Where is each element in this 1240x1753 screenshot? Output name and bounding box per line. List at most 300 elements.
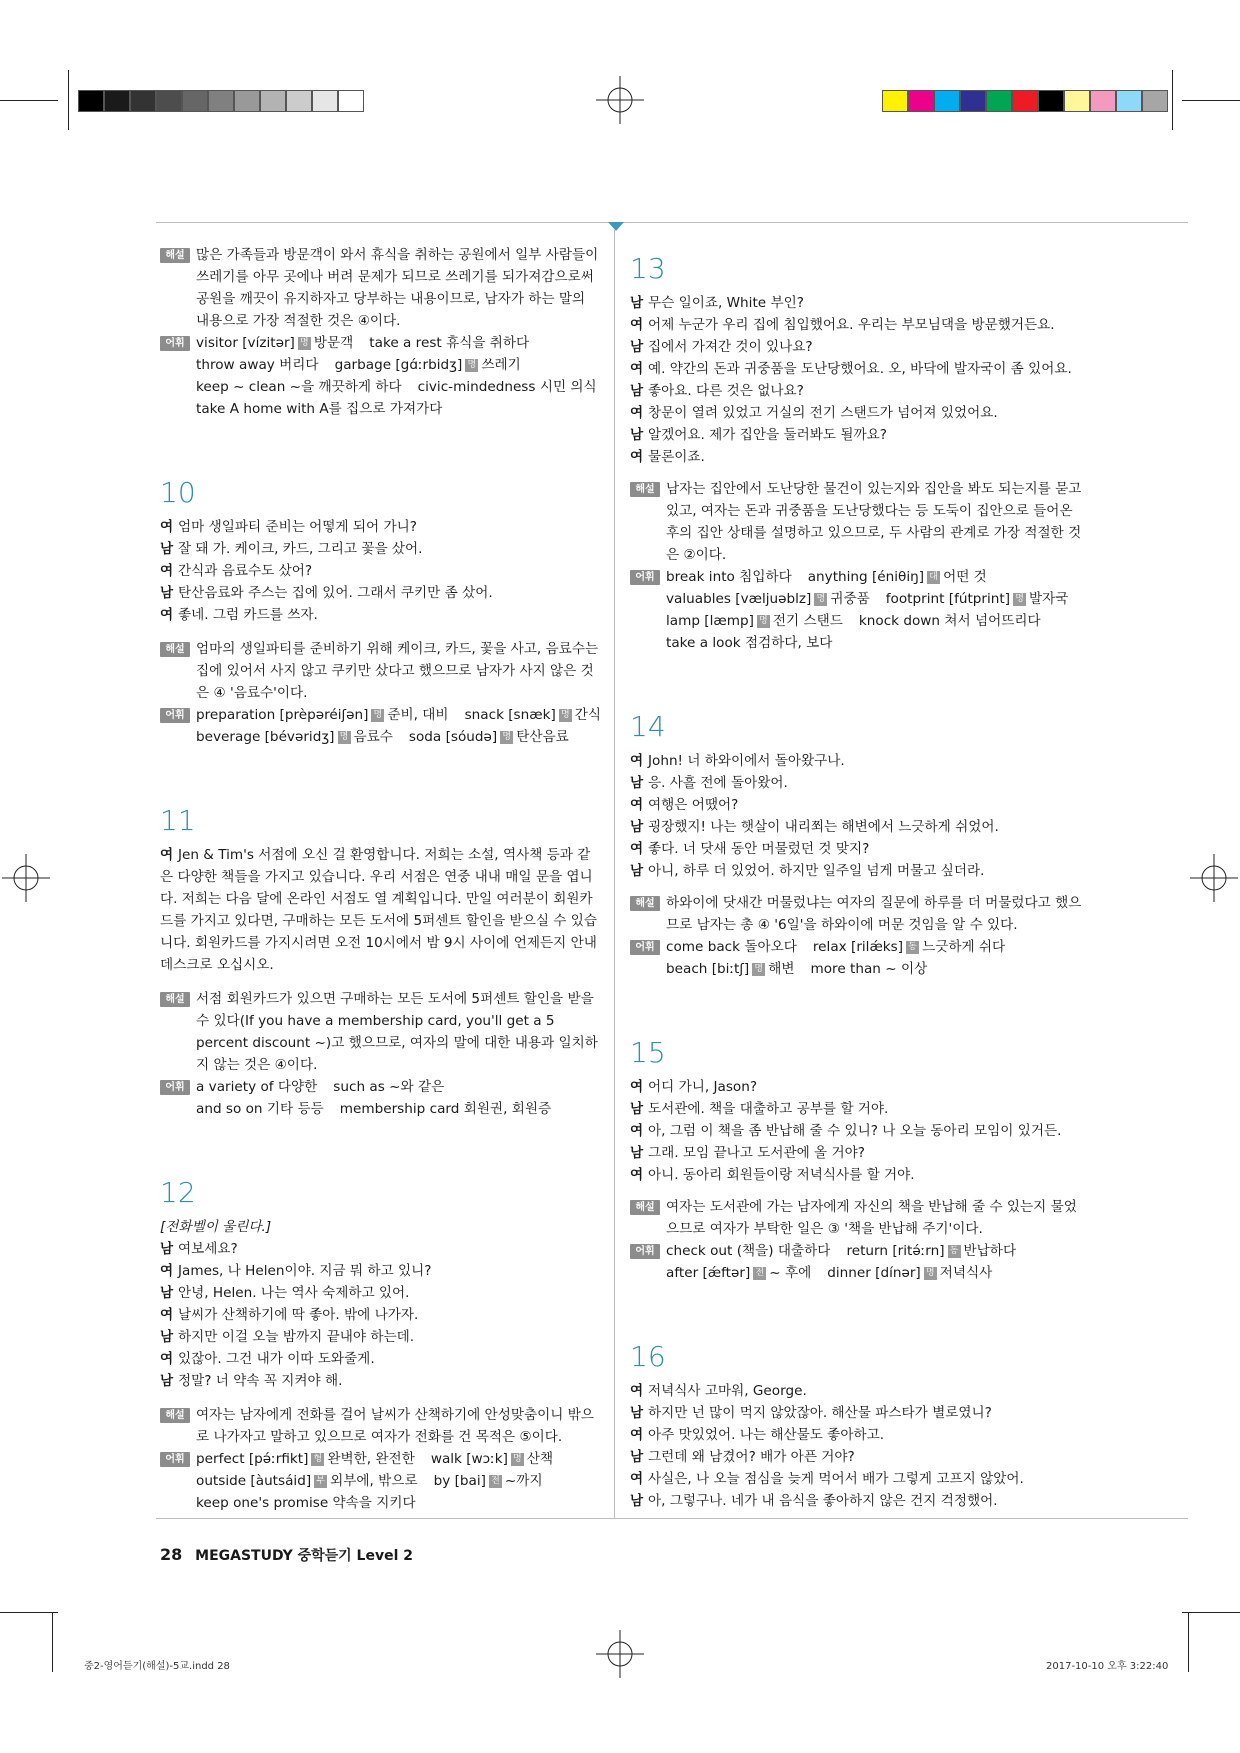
vocab-item (196, 1448, 415, 1470)
vocab-term: take a look (666, 635, 741, 651)
vocab-tag: 어휘 (160, 336, 190, 351)
line-text: 안녕, Helen. 나는 역사 숙제하고 있어. (178, 1285, 410, 1301)
line-text: 아, 그럼 이 책을 좀 반납해 줄 수 있니? 나 오늘 동아리 모임이 있거든. (648, 1123, 1062, 1139)
speaker-label: 남 (630, 339, 644, 355)
vocab-meaning: 다양한 (277, 1079, 318, 1095)
speaker-label: 여 (160, 1307, 174, 1323)
explanation-tag: 해설 (630, 1200, 660, 1215)
vocab-row (196, 376, 600, 398)
question-11 (160, 804, 600, 1120)
line-text: 창문이 열려 있었고 거실의 전기 스탠드가 넘어져 있었어요. (648, 405, 998, 421)
line-text: Jen & Tim's 서점에 오신 걸 환영합니다. 저희는 소설, 역사책 등과 같은 다양한 책들을 가지고 있습니다. 우리 서점은 연중 내내 매일 문을 엽니다. 저희는 다음 달에 온라인 서점도 열 계획입니다. 만일 여러분이 회원카드를 가지고 있다면, 구매하는 모든 도서에 5퍼센트 할인을 받으실 수 있습니다. 회원카드를 가지시려면 오전 10시에서 밤 9시 사이에 언제든지 안내데스크로 오십시오. (160, 847, 597, 973)
dialogue-line (160, 1282, 600, 1304)
line-text: 어제 누군가 우리 집에 침입했어요. 우리는 부모님댁을 방문했거든요. (648, 317, 1055, 333)
vocab-term: visitor [vízitər] (196, 335, 295, 351)
dialogue-line (630, 794, 1082, 816)
color-swatch (986, 90, 1012, 112)
part-of-speech-badge: 동 (906, 941, 919, 954)
dialogue (160, 1238, 600, 1392)
vocab-tag: 어휘 (160, 1452, 190, 1467)
vocab-meaning: 외부에, 밖으로 (330, 1473, 418, 1489)
dialogue-line (630, 402, 1082, 424)
vocab-item (369, 332, 529, 354)
vocab-meaning: 귀중품 (830, 591, 870, 607)
vocab-meaning: 침입하다 (739, 569, 792, 585)
speaker-label: 남 (630, 383, 644, 399)
vocab-row (666, 588, 1082, 610)
crop-mark-bl-v (52, 1612, 53, 1672)
vocab-term: keep one's promise (196, 1495, 329, 1511)
color-swatch (934, 90, 960, 112)
speaker-label: 여 (630, 449, 644, 465)
vocab-block (630, 1240, 1082, 1284)
line-text: 날씨가 산책하기에 딱 좋아. 밖에 나가자. (178, 1307, 419, 1323)
vocab-meaning: 쓰레기 (481, 357, 521, 373)
question-10 (160, 476, 600, 748)
vocab-item (465, 704, 602, 726)
part-of-speech-badge: 명 (1013, 593, 1026, 606)
speaker-label: 여 (630, 841, 644, 857)
vocab-item (808, 566, 987, 588)
vocab-term: membership card (339, 1101, 460, 1117)
question-9-continued (160, 244, 600, 420)
question-15 (630, 1036, 1082, 1284)
line-text: 아니. 동아리 회원들이랑 저녁식사를 할 거야. (648, 1167, 915, 1183)
dialogue-line (160, 560, 600, 582)
crop-mark-bl-h (0, 1612, 58, 1613)
stage-direction: [전화벨이 울린다.] (160, 1219, 272, 1235)
question-number: 11 (160, 804, 196, 837)
page-footer (160, 1545, 413, 1565)
part-of-speech-badge: 명 (338, 731, 351, 744)
vocab-tag: 어휘 (630, 570, 660, 585)
vocab-item (666, 1262, 811, 1284)
line-text: 아주 맛있었어. 나는 해산물도 좋아하고. (648, 1427, 885, 1443)
crop-mark-tr-v (1172, 70, 1173, 130)
vocab-item (827, 1262, 992, 1284)
question-12 (160, 1176, 600, 1514)
vocab-term: beach [biːtʃ] (666, 961, 750, 977)
vocab-term: valuables [væljuəblz] (666, 591, 812, 607)
vocab-row (666, 632, 1082, 654)
line-text: 아니, 하루 더 있었어. 하지만 일주일 넘게 머물고 싶더라. (648, 863, 985, 879)
explanation-text: 하와이에 닷새간 머물렀냐는 여자의 질문에 하루를 더 머물렀다고 했으므로 남자는 총 ④ '6일'을 하와이에 머문 것임을 알 수 있다. (666, 895, 1082, 933)
vocab-term: take A home with A를 (196, 401, 342, 417)
vocab-term: dinner [dínər] (827, 1265, 921, 1281)
dialogue-line (630, 336, 1082, 358)
color-swatch (1142, 90, 1168, 112)
dialogue-line (630, 1490, 1082, 1512)
vocab-meaning: ~ 후에 (769, 1265, 812, 1281)
vocab-item (335, 354, 521, 376)
question-number: 15 (630, 1036, 666, 1069)
dialogue-line (630, 314, 1082, 336)
dialogue-line (160, 1326, 600, 1348)
vocab-term: by [bai] (433, 1473, 486, 1489)
vocab-meaning: 점검하다, 보다 (745, 635, 833, 651)
vocab-tag: 어휘 (630, 940, 660, 955)
part-of-speech-badge: 명 (814, 593, 827, 606)
vocab-row (666, 566, 1082, 588)
vocab-meaning: 탄산음료 (516, 729, 569, 745)
color-swatch (1012, 90, 1038, 112)
color-swatch (182, 90, 208, 112)
registration-mark-top (596, 76, 644, 124)
speaker-label: 남 (160, 1241, 174, 1257)
vocab-item (886, 588, 1069, 610)
vocab-row (666, 610, 1082, 632)
line-text: 잘 돼 가. 케이크, 카드, 그리고 꽃을 샀어. (178, 541, 423, 557)
line-text: 응. 사흘 전에 돌아왔어. (648, 775, 788, 791)
vocab-block (160, 1076, 600, 1120)
vocab-meaning: 버리다 (279, 357, 319, 373)
line-text: John! 너 하와이에서 돌아왔구나. (648, 753, 845, 769)
vocab-term: keep ~ clean (196, 379, 286, 395)
line-text: 그래. 모임 끝나고 도서관에 올 거야? (648, 1145, 865, 1161)
speaker-label: 남 (160, 1285, 174, 1301)
dialogue-line (160, 582, 600, 604)
speaker-label: 남 (630, 1405, 644, 1421)
dialogue-line (630, 1120, 1082, 1142)
vocab-meaning: 전기 스탠드 (772, 613, 843, 629)
vocab-term: a variety of (196, 1079, 274, 1095)
line-text: 있잖아. 그건 내가 이따 도와줄게. (178, 1351, 375, 1367)
part-of-speech-badge: 명 (559, 709, 572, 722)
line-text: 아, 그렇구나. 네가 내 음식을 좋아하지 않은 건지 걱정했어. (648, 1493, 998, 1509)
dialogue-line (630, 838, 1082, 860)
dialogue (630, 1380, 1082, 1512)
vocab-meaning: 어떤 것 (943, 569, 987, 585)
dialogue-line (630, 1402, 1082, 1424)
left-column (160, 244, 600, 1514)
line-text: 엄마 생일파티 준비는 어떻게 되어 가니? (178, 519, 417, 535)
registration-mark-right (1190, 854, 1238, 902)
speaker-label: 남 (630, 1493, 644, 1509)
vocab-block (160, 332, 600, 420)
speaker-label: 여 (630, 1383, 644, 1399)
vocab-row (666, 936, 1082, 958)
vocab-row (196, 1448, 600, 1470)
dialogue-line (630, 1468, 1082, 1490)
part-of-speech-badge: 명 (465, 359, 478, 372)
color-swatch (908, 90, 934, 112)
line-text: 하지만 넌 많이 먹지 않았잖아. 해산물 파스타가 별로였니? (648, 1405, 992, 1421)
vocab-item (333, 1076, 444, 1098)
vocab-block (160, 1448, 600, 1514)
part-of-speech-badge: 전 (753, 1267, 766, 1280)
vocab-item (196, 354, 319, 376)
line-text: 알겠어요. 제가 집안을 둘러봐도 될까요? (648, 427, 887, 443)
dialogue-line (630, 446, 1082, 468)
speaker-label: 남 (630, 427, 644, 443)
speaker-label: 남 (630, 863, 644, 879)
dialogue-line (160, 516, 600, 538)
color-swatch (208, 90, 234, 112)
dialogue-line (160, 1260, 600, 1282)
dialogue-line (630, 1142, 1082, 1164)
line-text: 도서관에. 책을 대출하고 공부를 할 거야. (648, 1101, 889, 1117)
dialogue-line (160, 844, 600, 976)
color-swatch (338, 90, 364, 112)
vocab-item (431, 1448, 553, 1470)
part-of-speech-badge: 형 (311, 1453, 324, 1466)
color-swatch (130, 90, 156, 112)
speaker-label: 여 (630, 1427, 644, 1443)
vocab-meaning: 반납하다 (963, 1243, 1017, 1259)
bottom-rule (156, 1518, 1188, 1519)
vocab-block (630, 936, 1082, 980)
speaker-label: 여 (630, 797, 644, 813)
vocab-block (160, 704, 600, 748)
speaker-label: 여 (160, 1351, 174, 1367)
vocab-term: outside [àutsáid] (196, 1473, 312, 1489)
line-text: James, 나 Helen이야. 지금 뭐 하고 있니? (178, 1263, 432, 1279)
vocab-meaning: (책을) 대출하다 (736, 1243, 831, 1259)
dialogue-line (160, 538, 600, 560)
registration-mark-left (2, 854, 50, 902)
vocab-term: garbage [gɑ́ːrbidʒ] (334, 357, 463, 373)
explanation-tag: 해설 (160, 248, 190, 263)
speaker-label: 여 (160, 847, 174, 863)
speaker-label: 여 (630, 1079, 644, 1095)
dialogue-line (630, 1076, 1082, 1098)
speaker-label: 여 (160, 519, 174, 535)
dialogue-line (630, 1098, 1082, 1120)
speaker-label: 남 (630, 819, 644, 835)
line-text: 좋네. 그럼 카드를 쓰자. (178, 607, 318, 623)
monologue (160, 844, 600, 976)
speaker-label: 여 (630, 1471, 644, 1487)
vocab-meaning: 느긋하게 쉬다 (922, 939, 1006, 955)
speaker-label: 남 (160, 541, 174, 557)
question-number: 14 (630, 710, 666, 743)
question-number: 10 (160, 476, 196, 509)
dialogue (630, 1076, 1082, 1186)
speaker-label: 여 (160, 607, 174, 623)
line-text: 어디 가니, Jason? (648, 1079, 758, 1095)
vocab-tag: 어휘 (160, 1080, 190, 1095)
vocab-row (666, 1262, 1082, 1284)
speaker-label: 남 (630, 295, 644, 311)
vocab-meaning: 기타 등등 (266, 1101, 324, 1117)
vocab-item (196, 1098, 324, 1120)
explanation-block (630, 1196, 1082, 1240)
part-of-speech-badge: 동 (948, 1245, 961, 1258)
color-swatch (260, 90, 286, 112)
dialogue-line (630, 1446, 1082, 1468)
explanation-text: 여자는 남자에게 전화를 걸어 날씨가 산책하기에 안성맞춤이니 밖으로 나가자고 말하고 있으므로 여자가 전화를 건 목적은 ⑤이다. (196, 1407, 594, 1445)
dialogue-line (630, 424, 1082, 446)
vocab-meaning: 준비, 대비 (387, 707, 449, 723)
speaker-label: 여 (630, 1167, 644, 1183)
dialogue-line (630, 380, 1082, 402)
vocab-row (196, 704, 600, 726)
line-text: 탄산음료와 주스는 집에 있어. 그래서 쿠키만 좀 샀어. (178, 585, 493, 601)
color-swatch (960, 90, 986, 112)
speaker-label: 여 (160, 563, 174, 579)
vocab-term: perfect [pə́ːrfikt] (196, 1451, 309, 1467)
vocab-term: break into (666, 569, 735, 585)
crop-mark-tl-h (0, 100, 58, 101)
part-of-speech-badge: 명 (752, 963, 765, 976)
top-rule (156, 222, 1188, 223)
vocab-meaning: 휴식을 취하다 (446, 335, 530, 351)
explanation-tag: 해설 (160, 992, 190, 1007)
vocab-meaning: ~ 이상 (885, 961, 928, 977)
vocab-meaning: 저녁식사 (939, 1265, 993, 1281)
dialogue (160, 516, 600, 626)
line-text: 무슨 일이죠, White 부인? (648, 295, 804, 311)
color-swatch (234, 90, 260, 112)
vocab-item (196, 726, 393, 748)
part-of-speech-badge: 명 (371, 709, 384, 722)
explanation-tag: 해설 (630, 482, 660, 497)
vocab-meaning: 간식 (574, 707, 602, 723)
vocab-meaning: ~와 같은 (389, 1079, 445, 1095)
color-swatch (882, 90, 908, 112)
vocab-term: return [ritə́ːrn] (846, 1243, 945, 1259)
part-of-speech-badge: 명 (924, 1267, 937, 1280)
explanation-text: 남자는 집안에서 도난당한 물건이 있는지와 집안을 봐도 되는지를 묻고 있고, 여자는 돈과 귀중품을 도난당했다는 등 도둑이 집안으로 들어온 후의 집안 상태를 설명하고 있으므로, 두 사람의 관계로 가장 적절한 것은 ②이다. (666, 481, 1082, 563)
speaker-label: 남 (160, 585, 174, 601)
vocab-meaning: 시민 의식 (539, 379, 597, 395)
speaker-label: 남 (630, 1449, 644, 1465)
file-slug: 중2-영어듣기(해설)-5교.indd 28 (84, 1661, 230, 1672)
part-of-speech-badge: 명 (500, 731, 513, 744)
dialogue-line (630, 816, 1082, 838)
line-text: 좋아요. 다른 것은 없나요? (648, 383, 804, 399)
right-column (630, 252, 1082, 1512)
vocab-item (196, 376, 402, 398)
explanation-text: 여자는 도서관에 가는 남자에게 자신의 책을 반납해 줄 수 있는지 물었으므로 여자가 부탁한 일은 ③ '책을 반납해 주기'이다. (666, 1199, 1077, 1237)
vocab-meaning: 돌아오다 (744, 939, 797, 955)
line-text: 간식과 음료수도 샀어? (178, 563, 313, 579)
crop-mark-br-v (1188, 1612, 1189, 1672)
vocab-term: throw away (196, 357, 275, 373)
vocab-meaning: 집으로 가져가다 (346, 401, 443, 417)
vocab-tag: 어휘 (160, 708, 190, 723)
vocab-item (196, 704, 449, 726)
vocab-meaning: 방문객 (313, 335, 354, 351)
vocab-row (196, 354, 600, 376)
vocab-term: soda [sóudə] (408, 729, 498, 745)
vocab-meaning: 산책 (526, 1451, 554, 1467)
dialogue-line (630, 1424, 1082, 1446)
vocab-meaning: ~까지 (504, 1473, 543, 1489)
vocab-item (434, 1470, 543, 1492)
color-swatch (312, 90, 338, 112)
vocab-term: check out (666, 1243, 733, 1259)
dialogue-line (630, 772, 1082, 794)
speaker-label: 남 (630, 1101, 644, 1117)
vocab-row (196, 1076, 600, 1098)
question-13 (630, 252, 1082, 654)
vocab-term: civic-mindedness (417, 379, 536, 395)
speaker-label: 남 (630, 1145, 644, 1161)
vocab-term: such as (333, 1079, 385, 1095)
vocab-term: footprint [fútprint] (885, 591, 1011, 607)
color-swatch (1064, 90, 1090, 112)
vocab-term: walk [wɔːk] (430, 1451, 508, 1467)
line-text: 여행은 어땠어? (648, 797, 739, 813)
color-swatch (78, 90, 104, 112)
vocab-item (666, 958, 795, 980)
vocab-item (340, 1098, 551, 1120)
explanation-tag: 해설 (160, 1408, 190, 1423)
speaker-label: 남 (160, 1373, 174, 1389)
explanation-block (160, 988, 600, 1076)
vocab-term: knock down (858, 613, 941, 629)
vocab-term: take a rest (369, 335, 442, 351)
vocab-row (196, 1470, 600, 1492)
speaker-label: 여 (630, 405, 644, 421)
registration-mark-bottom (596, 1630, 644, 1678)
dialogue-line (630, 750, 1082, 772)
question-14 (630, 710, 1082, 980)
explanation-tag: 해설 (160, 642, 190, 657)
part-of-speech-badge: 대 (927, 571, 940, 584)
vocab-item (666, 588, 870, 610)
speaker-label: 남 (160, 1329, 174, 1345)
speaker-label: 여 (630, 317, 644, 333)
line-text: 물론이죠. (648, 449, 705, 465)
vocab-item (196, 332, 353, 354)
line-text: 하지만 이걸 오늘 밤까지 끝내야 하는데. (178, 1329, 415, 1345)
line-text: 예. 약간의 돈과 귀중품을 도난당했어요. 오, 바닥에 발자국이 좀 있어요. (648, 361, 1072, 377)
dialogue-line (630, 292, 1082, 314)
vocab-term: preparation [prèpəréiʃən] (196, 707, 369, 723)
vocab-term: lamp [læmp] (666, 613, 754, 629)
line-text: 집에서 가져간 것이 있나요? (648, 339, 813, 355)
vocab-row (196, 1492, 600, 1514)
line-text: 정말? 너 약속 꼭 지켜야 해. (178, 1373, 343, 1389)
vocab-row (196, 398, 600, 420)
vocab-row (196, 332, 600, 354)
vocab-meaning: 완벽한, 완전한 (327, 1451, 415, 1467)
dialogue (630, 750, 1082, 882)
dialogue-line (160, 1370, 600, 1392)
explanation-text: 엄마의 생일파티를 준비하기 위해 케이크, 카드, 꽃을 사고, 음료수는 집에 있어서 사지 않고 쿠키만 샀다고 했으므로 남자가 사지 않은 것은 ④ '음료수'이다. (196, 641, 599, 701)
part-of-speech-badge: 명 (298, 337, 311, 350)
vocab-meaning: ~을 깨끗하게 하다 (289, 379, 402, 395)
dialogue-line (160, 1304, 600, 1326)
vocab-term: snack [snæk] (464, 707, 556, 723)
explanation-tag: 해설 (630, 896, 660, 911)
vocab-item (196, 398, 442, 420)
color-swatch (1090, 90, 1116, 112)
vocab-term: relax [rilǽks] (812, 939, 904, 955)
explanation-block (630, 478, 1082, 566)
part-of-speech-badge: 명 (757, 615, 770, 628)
dialogue-line (630, 1164, 1082, 1186)
vocab-meaning: 쳐서 넘어뜨리다 (944, 613, 1041, 629)
explanation-text: 서점 회원카드가 있으면 구매하는 모든 도서에 5퍼센트 할인을 받을 수 있다(If you have a membership card, you'll get a 5 percent discount ~)고 했으므로, 여자의 말에 대한 내용과 일치하지 않는 것은 ④이다. (196, 991, 598, 1073)
color-swatch (286, 90, 312, 112)
top-center-triangle-marker (608, 222, 624, 232)
explanation-text: 많은 가족들과 방문객이 와서 휴식을 취하는 공원에서 일부 사람들이 쓰레기를 아무 곳에나 버려 문제가 되므로 쓰레기를 되가져감으로써 공원을 깨끗이 유지하자고 당부하는 내용이므로, 남자가 하는 말의 내용으로 가장 적절한 것은 ④이다. (196, 247, 599, 329)
explanation-block (160, 1404, 600, 1448)
book-title: MEGASTUDY 중학듣기 Level 2 (195, 1548, 413, 1564)
dialogue-line (630, 1380, 1082, 1402)
vocab-item (418, 376, 597, 398)
print-timestamp: 2017-10-10 오후 3:22:40 (1046, 1661, 1169, 1672)
part-of-speech-badge: 부 (314, 1475, 327, 1488)
vocab-item (666, 1240, 830, 1262)
vocab-term: anything [éniθiŋ] (807, 569, 925, 585)
vocab-term: come back (666, 939, 741, 955)
question-16 (630, 1340, 1082, 1512)
question-number: 12 (160, 1176, 196, 1209)
